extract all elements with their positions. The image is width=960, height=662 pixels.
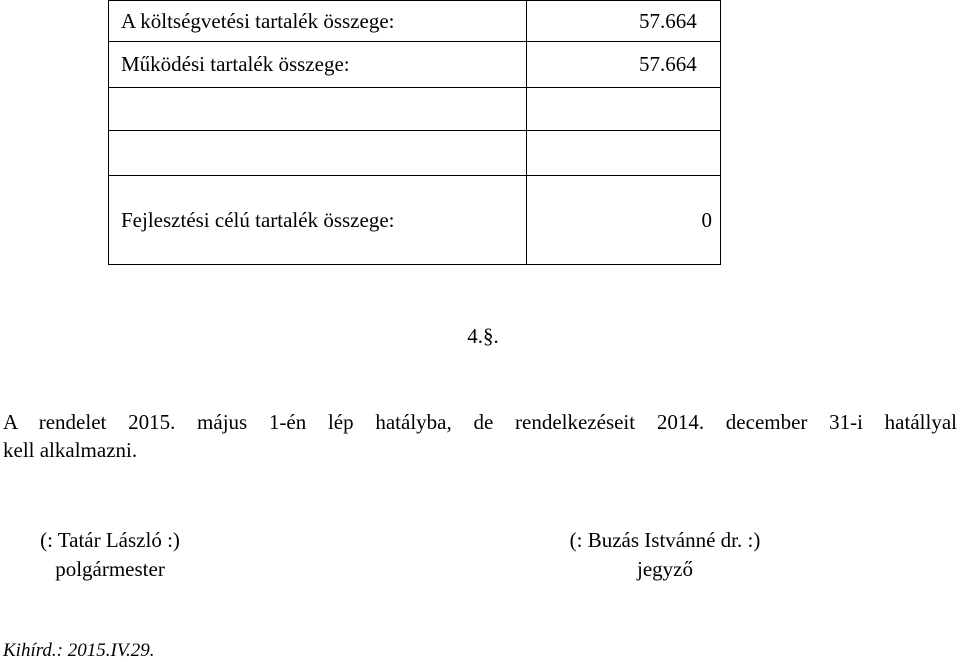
- row-label-empty-1: [109, 88, 527, 131]
- row-value-empty-2: [527, 131, 721, 176]
- signature-notary: [520, 526, 810, 584]
- row-label-operating-reserve: Működési tartalék összege:: [109, 42, 527, 88]
- table-row: [109, 131, 721, 176]
- signature-notary-title: jegyző: [637, 557, 693, 581]
- promulgation-date: Kihírd.: 2015.IV.29.: [3, 640, 155, 661]
- table-row: [109, 1, 721, 42]
- signature-mayor-name: (: Tatár László :): [40, 528, 180, 552]
- row-value-operating-reserve: 57.664: [527, 42, 721, 88]
- reserve-table: [108, 0, 721, 265]
- body-line-1: A rendelet 2015. május 1-én lép hatályba, de rendelkezéseit 2014. december 31-i hatállyal: [3, 410, 957, 434]
- row-label-budget-reserve: A költségvetési tartalék összege:: [109, 1, 527, 42]
- section-number: 4.§.: [467, 324, 499, 348]
- row-value-empty-1: [527, 88, 721, 131]
- table-row: [109, 42, 721, 88]
- table-row: [109, 88, 721, 131]
- row-value-budget-reserve: 57.664: [527, 1, 721, 42]
- table-row: [109, 176, 721, 265]
- body-line-2: kell alkalmazni.: [3, 438, 138, 462]
- row-value-development-reserve: 0: [527, 176, 721, 265]
- row-label-empty-2: [109, 131, 527, 176]
- signature-notary-name: (: Buzás Istvánné dr. :): [569, 528, 761, 552]
- row-label-development-reserve: Fejlesztési célú tartalék összege:: [109, 176, 527, 265]
- signature-mayor-title: polgármester: [55, 557, 165, 581]
- signature-mayor: [10, 526, 210, 584]
- body-paragraph: [3, 408, 960, 464]
